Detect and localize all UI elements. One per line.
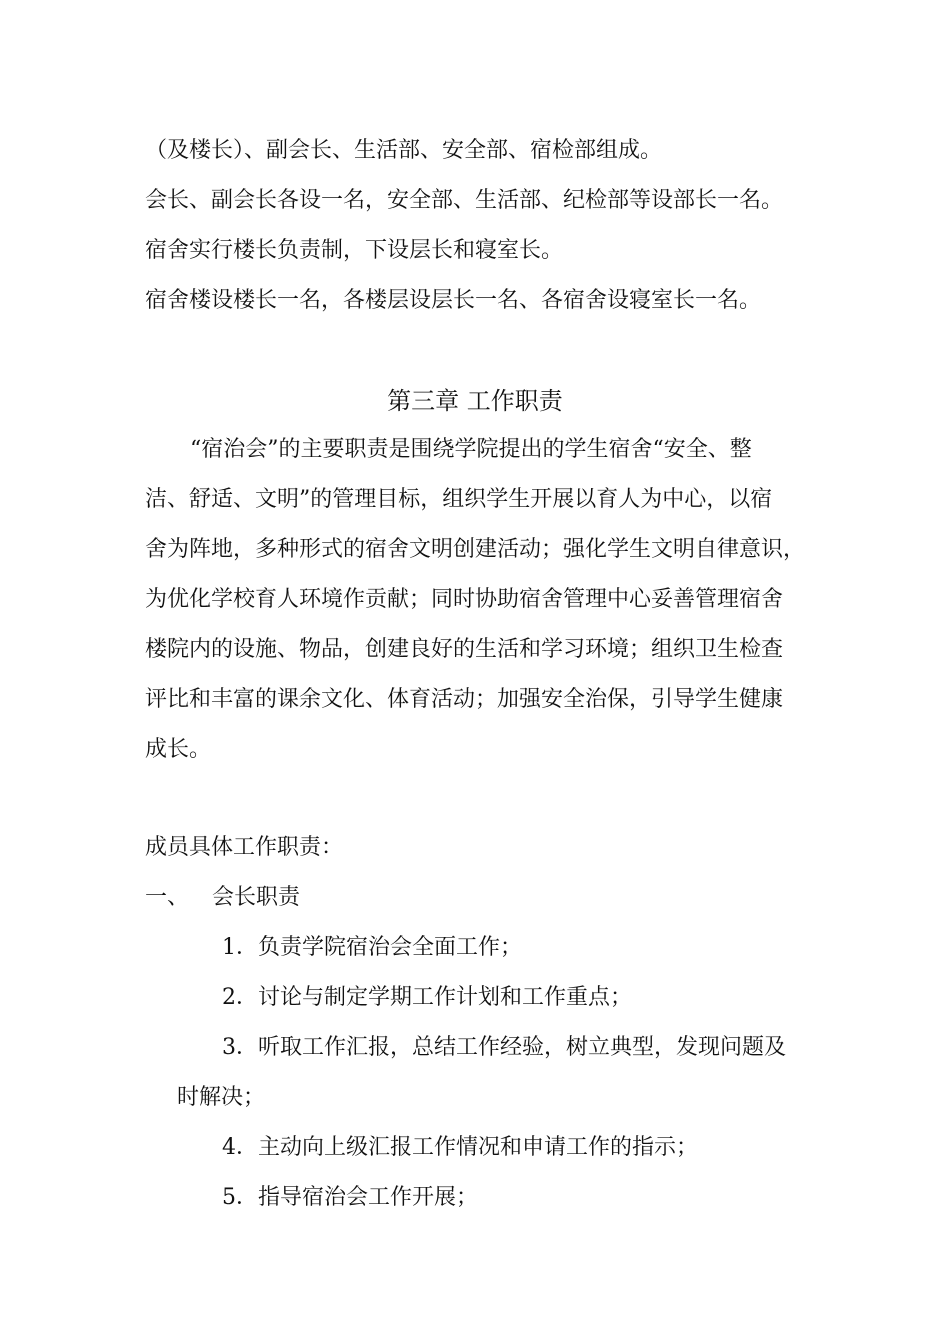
paragraph-line: “宿治会”的主要职责是围绕学院提出的学生宿舍“安全、整 [190, 437, 752, 462]
intro-line: 宿舍实行楼长负责制，下设层长和寝室长。 [145, 238, 564, 263]
paragraph-line: 评比和丰富的课余文化、体育活动；加强安全治保，引导学生健康 [145, 687, 784, 712]
duty-item: 3．听取工作汇报，总结工作经验，树立典型，发现问题及 [222, 1035, 786, 1060]
intro-line: 会长、副会长各设一名，安全部、生活部、纪检部等设部长一名。 [145, 188, 784, 213]
section-title: 会长职责 [212, 885, 301, 910]
duty-item-continuation: 时解决； [177, 1085, 266, 1110]
chapter-title: 第三章 工作职责 [387, 387, 563, 415]
paragraph-line: 楼院内的设施、物品，创建良好的生活和学习环境；组织卫生检查 [145, 637, 784, 662]
intro-line: 宿舍楼设楼长一名，各楼层设层长一名、各宿舍设寝室长一名。 [145, 288, 762, 313]
duty-item: 4．主动向上级汇报工作情况和申请工作的指示； [222, 1135, 698, 1160]
paragraph-line: 为优化学校育人环境作贡献；同时协助宿舍管理中心妥善管理宿舍 [145, 587, 784, 612]
paragraph-line: 洁、舒适、文明”的管理目标，组织学生开展以育人为中心，以宿 [145, 487, 773, 512]
intro-line: （及楼长）、副会长、生活部、安全部、宿检部组成。 [145, 138, 663, 163]
paragraph-line: 舍为阵地，多种形式的宿舍文明创建活动；强化学生文明自律意识， [145, 537, 806, 562]
duties-heading: 成员具体工作职责： [145, 835, 344, 860]
duty-item: 1．负责学院宿治会全面工作； [222, 935, 522, 960]
duty-item: 2．讨论与制定学期工作计划和工作重点； [222, 985, 632, 1010]
paragraph-line: 成长。 [145, 737, 212, 762]
duty-item: 5．指导宿治会工作开展； [222, 1185, 478, 1210]
section-number: 一、 [145, 885, 190, 910]
